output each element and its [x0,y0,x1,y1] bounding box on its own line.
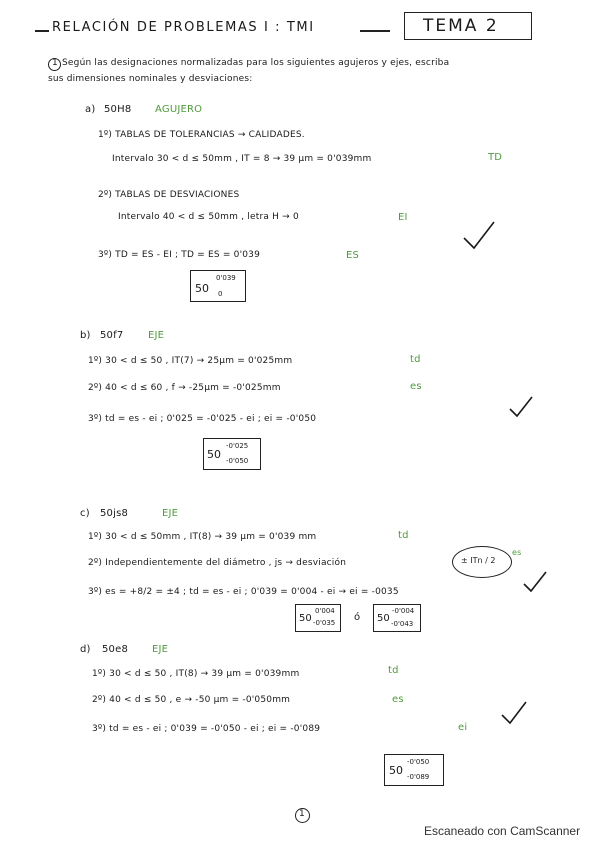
section-c-step2-tag: es [512,548,522,557]
section-a-step1-line: Intervalo 30 < d ≤ 50mm , IT = 8 → 39 µm = 0'039mm [112,154,372,164]
section-c-step1-tag: td [398,530,409,541]
section-c-code: 50js8 [100,508,129,519]
check-mark-icon [508,395,534,419]
section-c-label: c) [80,508,90,519]
title-dash-left [35,30,49,32]
result-nominal: 50 [207,448,221,461]
section-a-step2-title: 2º) TABLAS DE DESVIACIONES [98,190,240,200]
section-b-step3-line: 3º) td = es - ei ; 0'025 = -0'025 - ei ; ei = -0'050 [88,414,317,424]
result-upper-deviation: -0'050 [407,758,430,766]
section-c-step1-line: 1º) 30 < d ≤ 50mm , IT(8) → 39 µm = 0'039 mm [88,532,317,542]
section-d-type: EJE [152,644,169,655]
result-nominal: 50 [389,764,403,777]
section-d-label: d) [80,644,91,655]
section-b-step2-tag: es [410,381,422,392]
section-a-step1-title: 1º) TABLAS DE TOLERANCIAS → CALIDADES. [98,130,305,140]
formula-text: ± ITn / 2 [461,556,496,565]
tema-box [404,12,532,40]
section-b-code: 50f7 [100,330,124,341]
section-a-label: a) [85,104,96,115]
section-d-code: 50e8 [102,644,129,655]
section-a-step2-line: Intervalo 40 < d ≤ 50mm , letra H → 0 [118,212,299,222]
section-d-step3-line: 3º) td = es - ei ; 0'039 = -0'050 - ei ; ei = -0'089 [92,724,321,734]
section-d-step1-line: 1º) 30 < d ≤ 50 , IT(8) → 39 µm = 0'039mm [92,669,300,679]
section-d-step2-tag: es [392,694,404,705]
section-b-step1-line: 1º) 30 < d ≤ 50 , IT(7) → 25µm = 0'025mm [88,356,293,366]
section-c-result-box-1 [295,604,341,632]
result-nominal: 50 [299,613,312,624]
section-c-result-box-2 [373,604,421,632]
section-a-step1-tag: TD [488,152,503,163]
section-a-result-box [190,270,246,302]
result-lower-deviation: -0'050 [226,457,249,465]
result-lower-deviation: -0'035 [313,619,336,627]
scanner-watermark: Escaneado con CamScanner [424,824,581,838]
result-lower-deviation: -0'089 [407,773,430,781]
section-b-label: b) [80,330,91,341]
result-lower-deviation: 0 [218,290,223,298]
section-d-step1-tag: td [388,665,399,676]
result-nominal: 50 [195,282,209,295]
section-b-step2-line: 2º) 40 < d ≤ 60 , f → -25µm = -0'025mm [88,383,281,393]
check-mark-icon [522,570,548,594]
section-c-step3-line: 3º) es = +8/2 = ±4 ; td = es - ei ; 0'039 = 0'004 - ei → ei = -0035 [88,587,399,597]
or-text: ó [354,612,361,623]
formula-circle [452,546,512,578]
section-a-type: AGUJERO [155,104,203,115]
section-a-step3-tag: ES [346,250,360,261]
section-b-step1-tag: td [410,354,421,365]
section-a-step3-line: 3º) TD = ES - EI ; TD = ES = 0'039 [98,250,261,260]
result-nominal: 50 [377,613,390,624]
section-a-code: 50H8 [104,104,132,115]
result-upper-deviation: 0'004 [315,607,335,615]
result-upper-deviation: -0'025 [226,442,249,450]
intro-line-1: Según las designaciones normalizadas para los siguientes agujeros y ejes, escriba [62,58,450,68]
page-number: 1 [299,809,305,819]
section-c-type: EJE [162,508,179,519]
section-d-step2-line: 2º) 40 < d ≤ 50 , e → -50 µm = -0'050mm [92,695,291,705]
check-mark-icon [462,220,496,250]
result-lower-deviation: -0'043 [391,620,414,628]
question-number-circle [48,58,61,71]
section-a-step2-tag: EI [398,212,408,223]
page-title: RELACIÓN DE PROBLEMAS I : TMI [52,20,315,35]
section-b-result-box [203,438,261,470]
section-c-step2-line: 2º) Independientemente del diámetro , js → desviación [88,558,347,568]
result-upper-deviation: -0'004 [392,607,415,615]
question-number: 1 [52,58,58,68]
section-b-type: EJE [148,330,165,341]
page-number-circle [295,808,310,823]
tema-label: TEMA 2 [423,16,499,36]
section-d-step3-tag: ei [458,722,468,733]
result-upper-deviation: 0'039 [216,274,236,282]
intro-line-2: sus dimensiones nominales y desviaciones: [48,74,253,84]
section-d-result-box [384,754,444,786]
check-mark-icon [500,700,528,726]
title-dash-right [360,30,390,32]
